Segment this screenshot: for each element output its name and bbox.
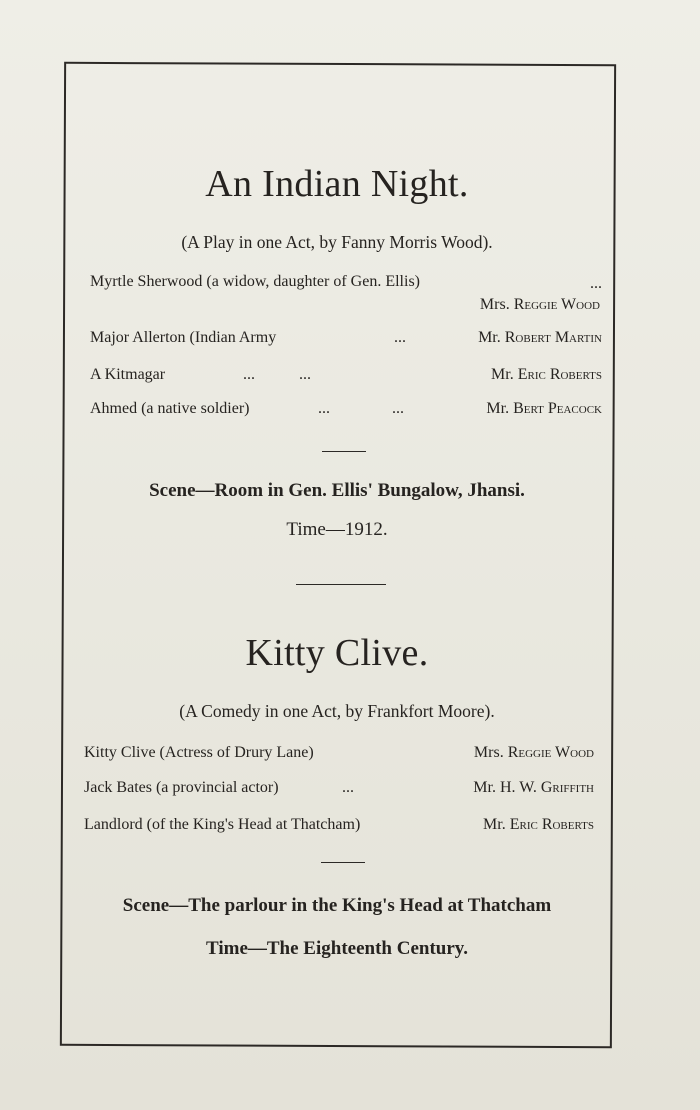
actor-prefix: Mr.: [486, 400, 510, 417]
cast-role: Ahmed (a native soldier): [90, 400, 250, 417]
play1-time: Time—1912.: [286, 519, 388, 540]
cast-actor: [486, 400, 602, 418]
cast-role: Jack Bates (a provincial actor): [84, 779, 279, 796]
cast-role: A Kitmagar: [90, 366, 166, 383]
divider: [296, 584, 386, 585]
cast-role: Myrtle Sherwood (a widow, daughter of Gen. Ellis): [90, 273, 420, 290]
cast-dots: ...: [392, 400, 404, 417]
cast-dots: ...: [394, 329, 406, 346]
actor-prefix: Mr.: [478, 329, 501, 346]
play1-cast-row-1: [90, 273, 602, 313]
actor-name: Reggie Wood: [513, 296, 600, 313]
play2-time: Time—The Eighteenth Century.: [206, 938, 468, 959]
cast-actor: [478, 329, 602, 347]
actor-name: Robert Martin: [504, 329, 602, 346]
cast-dots: ...: [342, 779, 354, 796]
cast-role: Major Allerton (Indian Army: [90, 329, 277, 346]
play1-subtitle: (A Play in one Act, by Fanny Morris Wood).: [181, 232, 493, 252]
play2-subtitle: (A Comedy in one Act, by Frankfort Moore).: [179, 701, 495, 721]
play1-title: An Indian Night.: [205, 163, 469, 205]
actor-prefix: Mr. H. W.: [473, 779, 537, 796]
cast-role: Landlord (of the King's Head at Thatcham): [84, 816, 361, 833]
actor-prefix: Mr.: [483, 816, 506, 833]
actor-name: Eric Roberts: [509, 816, 594, 833]
actor-prefix: Mr.: [491, 366, 514, 383]
cast-actor: [491, 366, 602, 384]
cast-role: Kitty Clive (Actress of Drury Lane): [84, 744, 314, 761]
actor-name: Bert Peacock: [513, 400, 602, 417]
cast-dots: ... ...: [243, 366, 311, 383]
cast-actor: [480, 296, 600, 314]
cast-actor: [483, 816, 594, 834]
actor-prefix: Mrs.: [473, 744, 504, 761]
play1-scene: Scene—Room in Gen. Ellis' Bungalow, Jhansi.: [149, 480, 525, 501]
actor-name: Eric Roberts: [517, 366, 602, 383]
play2-title: Kitty Clive.: [245, 632, 429, 674]
play2-scene: Scene—The parlour in the King's Head at Thatcham: [122, 895, 552, 916]
actor-name: Reggie Wood: [507, 744, 594, 761]
cast-dots: ...: [318, 400, 330, 417]
divider: [322, 451, 366, 452]
cast-actor: [473, 779, 594, 797]
actor-name: Griffith: [540, 779, 594, 796]
divider: [321, 862, 365, 863]
cast-dots: ...: [590, 275, 602, 292]
cast-actor: [474, 744, 594, 762]
actor-prefix: Mrs.: [479, 296, 510, 313]
